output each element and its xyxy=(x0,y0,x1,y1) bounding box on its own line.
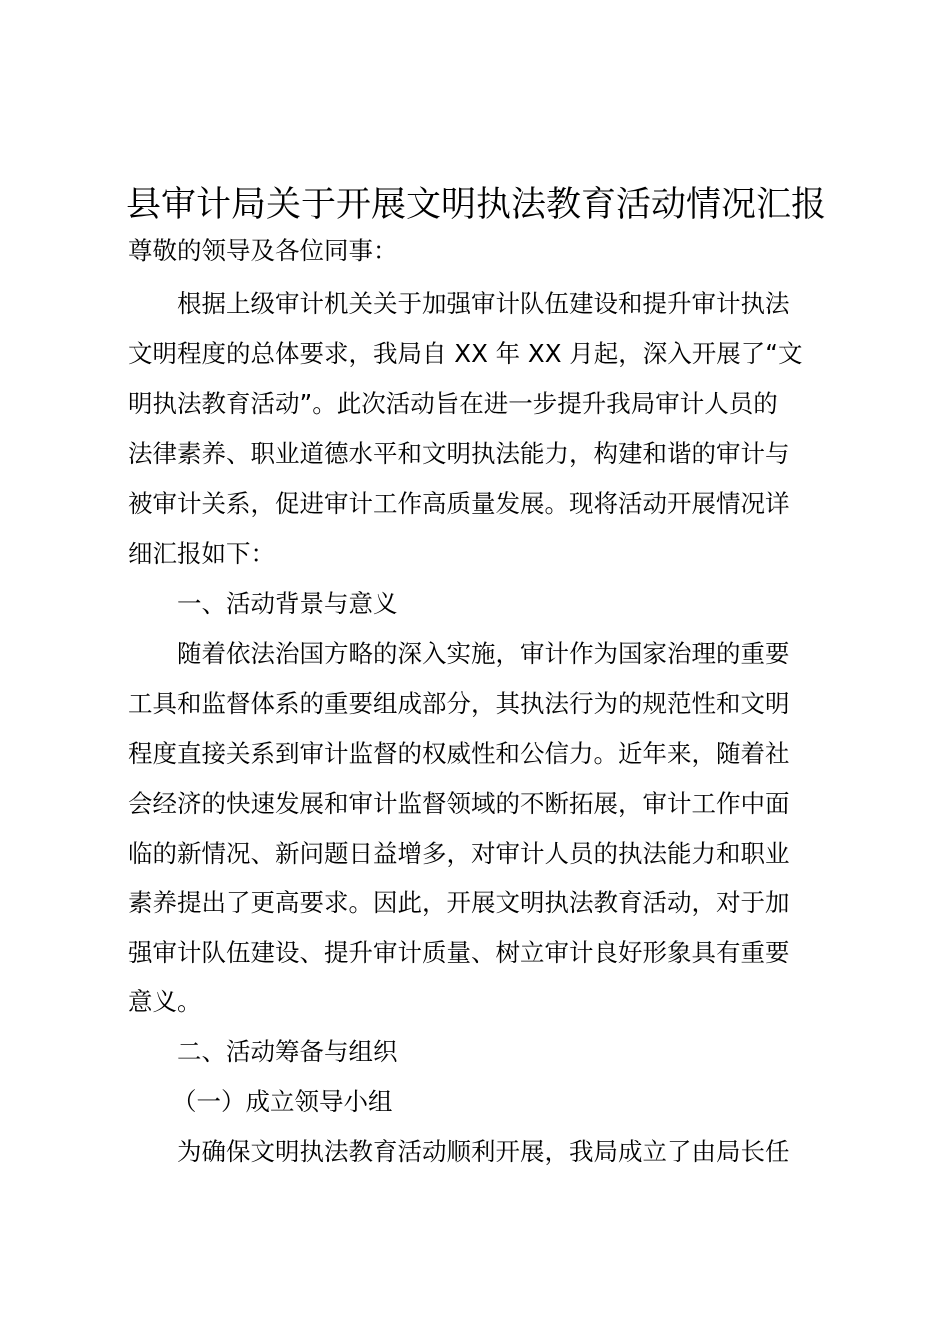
paragraph-2-line-2: 工具和监督体系的重要组成部分，其执法行为的规范性和文明 xyxy=(128,689,790,718)
paragraph-2-line-6: 素养提出了更高要求。因此，开展文明执法教育活动，对于加 xyxy=(128,888,790,917)
document-title: 县审计局关于开展文明执法教育活动情况汇报 xyxy=(126,185,827,225)
paragraph-2-line-7: 强审计队伍建设、提升审计质量、树立审计良好形象具有重要 xyxy=(128,938,790,967)
paragraph-2-line-3: 程度直接关系到审计监督的权威性和公信力。近年来，随着社 xyxy=(128,739,790,768)
salutation: 尊敬的领导及各位同事： xyxy=(128,236,398,265)
paragraph-1-line-2: 文明程度的总体要求，我局自 XX 年 XX 月起，深入开展了“文 xyxy=(128,339,803,368)
paragraph-2-line-8: 意义。 xyxy=(128,987,202,1016)
paragraph-1-line-3: 明执法教育活动”。此次活动旨在进一步提升我局审计人员的 xyxy=(128,389,778,418)
section-heading-2: 二、活动筹备与组织 xyxy=(177,1037,398,1066)
section-heading-1: 一、活动背景与意义 xyxy=(177,589,398,618)
paragraph-1-line-4: 法律素养、职业道德水平和文明执法能力，构建和谐的审计与 xyxy=(128,439,790,468)
paragraph-3-line-1: 为确保文明执法教育活动顺利开展，我局成立了由局长任 xyxy=(177,1137,790,1166)
paragraph-2-line-5: 临的新情况、新问题日益增多，对审计人员的执法能力和职业 xyxy=(128,839,790,868)
paragraph-1-line-6: 细汇报如下： xyxy=(128,539,275,568)
paragraph-1-line-5: 被审计关系，促进审计工作高质量发展。现将活动开展情况详 xyxy=(128,489,790,518)
paragraph-1-line-1: 根据上级审计机关关于加强审计队伍建设和提升审计执法 xyxy=(177,289,790,318)
paragraph-2-line-4: 会经济的快速发展和审计监督领域的不断拓展，审计工作中面 xyxy=(128,789,790,818)
subsection-heading-1: （一）成立领导小组 xyxy=(172,1087,393,1116)
paragraph-2-line-1: 随着依法治国方略的深入实施，审计作为国家治理的重要 xyxy=(177,639,790,668)
